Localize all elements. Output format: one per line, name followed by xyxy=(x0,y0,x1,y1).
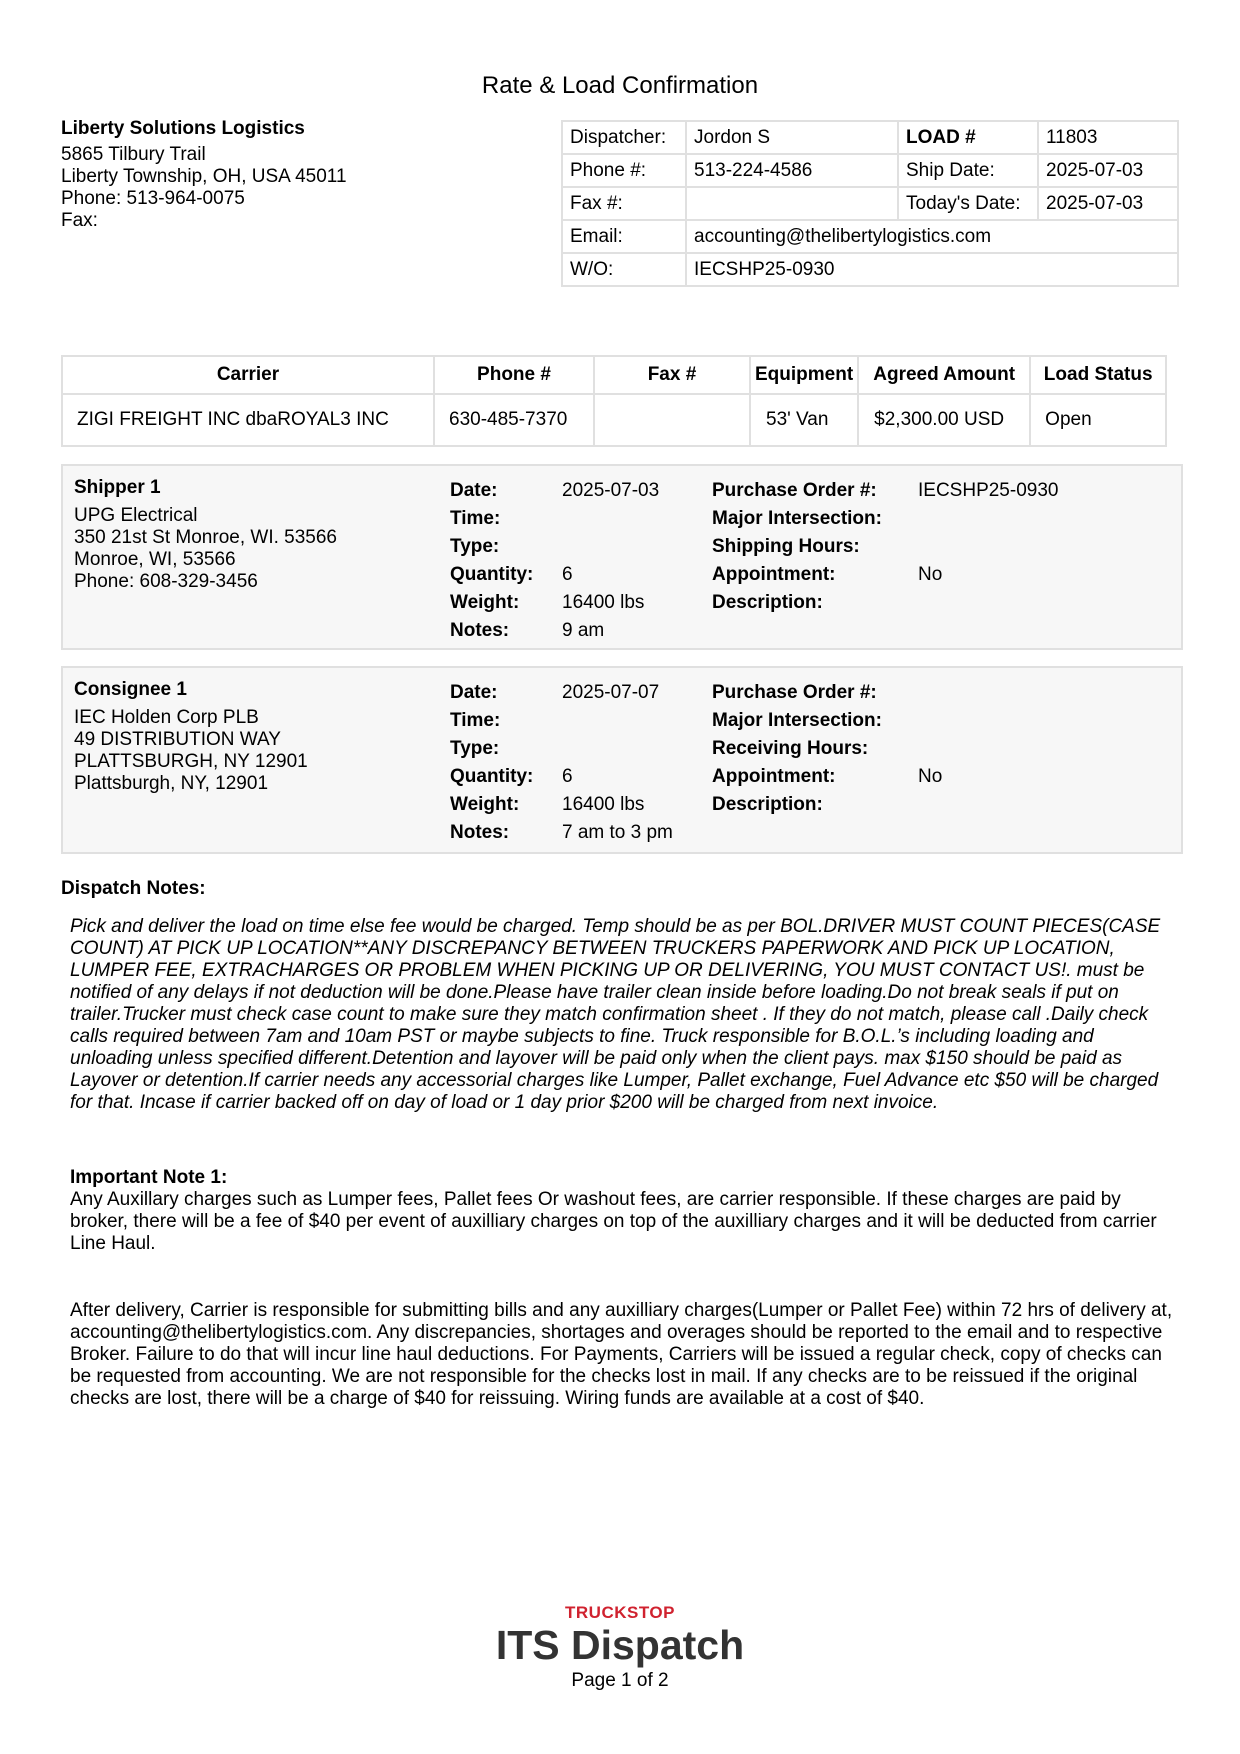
type-label: Type: xyxy=(450,536,500,557)
work-order-value: IECSHP25-0930 xyxy=(686,253,1178,286)
date-label: Date: xyxy=(450,682,498,703)
agreed-amount-header: Agreed Amount xyxy=(858,356,1030,394)
carrier-table-header xyxy=(62,356,1166,394)
agreed-amount-value: $2,300.00 USD xyxy=(858,394,1030,446)
company-fax: Fax: xyxy=(61,210,98,231)
its-dispatch-logo xyxy=(0,1603,1240,1667)
quantity-label: Quantity: xyxy=(450,564,534,585)
load-status-header: Load Status xyxy=(1030,356,1166,394)
consignee-heading: Consignee 1 xyxy=(74,679,187,700)
description-value xyxy=(918,791,942,819)
carrier-fax xyxy=(594,394,750,446)
fax-header: Fax # xyxy=(594,356,750,394)
shipper-address xyxy=(74,477,337,593)
shipper-values xyxy=(562,477,659,645)
shipper-line: 350 21st St Monroe, WI. 53566 xyxy=(74,527,337,548)
date-value: 2025-07-03 xyxy=(562,480,660,501)
ship-date-value: 2025-07-03 xyxy=(1038,154,1178,187)
major-intersection-value xyxy=(918,505,1058,533)
description-value xyxy=(918,589,1058,617)
weight-value: 16400 lbs xyxy=(562,794,645,815)
phone-value: 513-224-4586 xyxy=(686,154,898,187)
description-label: Description: xyxy=(712,794,823,815)
time-value xyxy=(562,707,673,735)
appointment-label: Appointment: xyxy=(712,564,836,585)
carrier-phone: 630-485-7370 xyxy=(434,394,594,446)
fax-label: Fax #: xyxy=(562,187,686,220)
consignee-values xyxy=(562,679,673,847)
carrier-header: Carrier xyxy=(62,356,434,394)
shipper-labels-2 xyxy=(712,477,882,617)
date-label: Date: xyxy=(450,480,498,501)
type-value xyxy=(562,533,659,561)
quantity-label: Quantity: xyxy=(450,766,534,787)
carrier-table xyxy=(61,355,1167,447)
type-label: Type: xyxy=(450,738,500,759)
consignee-labels-2 xyxy=(712,679,882,819)
dispatch-notes-heading: Dispatch Notes: xyxy=(61,878,206,899)
todays-date-label: Today's Date: xyxy=(898,187,1038,220)
after-delivery-text: After delivery, Carrier is responsible for submitting bills and any auxilliary charges(Lumper or Pallet Fee) within 72 hrs of delivery at, accounting@thelibertylogistics.com. Any discrepancies, shortages and overages should be reported to the email and to respective Broker. Failure to do that will incur line haul deductions. For Payments, Carriers will be issued a regular check, copy of checks can be requested from accounting. We are not responsible for the checks lost in mail. If any checks are to be reissued if the original checks are lost, there will be a charge of $40 for reissuing. Wiring funds are available at a cost of $40. xyxy=(70,1300,1173,1409)
equipment-value: 53' Van xyxy=(750,394,858,446)
load-number-value: 11803 xyxy=(1038,121,1178,154)
quantity-value: 6 xyxy=(562,766,573,787)
shipper-labels xyxy=(450,477,533,645)
phone-header: Phone # xyxy=(434,356,594,394)
purchase-order-value: IECSHP25-0930 xyxy=(918,480,1059,501)
time-label: Time: xyxy=(450,508,501,529)
major-intersection-label: Major Intersection: xyxy=(712,508,882,529)
consignee-line: PLATTSBURGH, NY 12901 xyxy=(74,751,308,772)
company-name: Liberty Solutions Logistics xyxy=(61,118,305,139)
dispatcher-label: Dispatcher: xyxy=(562,121,686,154)
consignee-line: Plattsburgh, NY, 12901 xyxy=(74,773,269,794)
appointment-label: Appointment: xyxy=(712,766,836,787)
shipping-hours-value xyxy=(918,533,1058,561)
company-block xyxy=(61,118,347,232)
major-intersection-label: Major Intersection: xyxy=(712,710,882,731)
shipper-heading: Shipper 1 xyxy=(74,477,161,498)
shipper-line: Monroe, WI, 53566 xyxy=(74,549,236,570)
phone-label: Phone #: xyxy=(562,154,686,187)
carrier-name: ZIGI FREIGHT INC dbaROYAL3 INC xyxy=(62,394,434,446)
work-order-label: W/O: xyxy=(562,253,686,286)
shipping-hours-label: Shipping Hours: xyxy=(712,536,860,557)
date-value: 2025-07-07 xyxy=(562,682,660,703)
load-status-value: Open xyxy=(1030,394,1166,446)
company-address-line-2: Liberty Township, OH, USA 45011 xyxy=(61,166,347,187)
email-label: Email: xyxy=(562,220,686,253)
purchase-order-label: Purchase Order #: xyxy=(712,480,877,501)
weight-label: Weight: xyxy=(450,592,520,613)
equipment-header: Equipment xyxy=(750,356,858,394)
dispatch-notes-text: Pick and deliver the load on time else fee would be charged. Temp should be as per BOL.DRIVER MUST COUNT PIECES(CASE COUNT) AT PICK UP LOCATION**ANY DISCREPANCY BETWEEN TRUCKERS PAPERWORK AND PICK UP LOCATION, LUMPER FEE, EXTRACHARGES OR PROBLEM WHEN PICKING UP OR DELIVERING, YOU MUST CONTACT US!. must be notified of any delays if not deduction will be done.Please have trailer clean inside before loading.Do not break seals if put on trailer.Trucker must check case count to make sure they match confirmation sheet . If they do not match, please call .Daily check calls required between 7am and 10am PST or maybe subjects to fine. Truck responsible for B.O.L.’s including loading and unloading unless specified different.Detention and layover will be paid only when the client pays. max $150 should be paid as Layover or detention.If carrier needs any accessorial charges like Lumper, Pallet exchange, Fuel Advance etc $50 will be charged for that. Incase if carrier backed off on day of load or 1 day prior $200 will be charged from next invoice. xyxy=(70,916,1161,1113)
receiving-hours-label: Receiving Hours: xyxy=(712,738,869,759)
consignee-box xyxy=(61,666,1183,854)
description-label: Description: xyxy=(712,592,823,613)
weight-value: 16400 lbs xyxy=(562,592,645,613)
time-label: Time: xyxy=(450,710,501,731)
important-note-text: Any Auxillary charges such as Lumper fees, Pallet fees Or washout fees, are carrier responsible. If these charges are paid by broker, there will be a fee of $40 per event of auxilliary charges on top of the auxilliary charges and it will be deducted from carrier Line Haul. xyxy=(70,1189,1157,1254)
shipper-box xyxy=(61,464,1183,650)
load-number-label: LOAD # xyxy=(898,121,1038,154)
ship-date-label: Ship Date: xyxy=(898,154,1038,187)
quantity-value: 6 xyxy=(562,564,573,585)
consignee-line: 49 DISTRIBUTION WAY xyxy=(74,729,281,750)
purchase-order-label: Purchase Order #: xyxy=(712,682,877,703)
notes-value: 7 am to 3 pm xyxy=(562,822,673,843)
company-address-line-1: 5865 Tilbury Trail xyxy=(61,144,206,165)
consignee-labels xyxy=(450,679,533,847)
receiving-hours-value xyxy=(918,735,942,763)
load-info-table xyxy=(561,120,1179,287)
major-intersection-value xyxy=(918,707,942,735)
appointment-value: No xyxy=(918,766,943,787)
consignee-address xyxy=(74,679,308,795)
purchase-order-value xyxy=(918,679,942,707)
shipper-line: UPG Electrical xyxy=(74,505,198,526)
time-value xyxy=(562,505,659,533)
shipper-line: Phone: 608-329-3456 xyxy=(74,571,258,592)
todays-date-value: 2025-07-03 xyxy=(1038,187,1178,220)
dispatcher-value: Jordon S xyxy=(686,121,898,154)
important-note-heading: Important Note 1: xyxy=(70,1167,228,1188)
type-value xyxy=(562,735,673,763)
notes-value: 9 am xyxy=(562,620,605,641)
shipper-values-2 xyxy=(918,477,1058,617)
table-row xyxy=(62,394,1166,446)
document-title: Rate & Load Confirmation xyxy=(481,72,759,99)
consignee-values-2 xyxy=(918,679,942,819)
appointment-value: No xyxy=(918,564,943,585)
weight-label: Weight: xyxy=(450,794,520,815)
its-dispatch-logo-text: ITS Dispatch xyxy=(495,1622,745,1668)
fax-value xyxy=(686,187,898,220)
truckstop-logo-text: TRUCKSTOP xyxy=(565,1603,675,1622)
consignee-line: IEC Holden Corp PLB xyxy=(74,707,259,728)
page-number: Page 1 of 2 xyxy=(571,1670,669,1691)
notes-label: Notes: xyxy=(450,822,510,843)
company-phone: Phone: 513-964-0075 xyxy=(61,188,245,209)
important-note xyxy=(70,1167,1180,1255)
email-value[interactable]: accounting@thelibertylogistics.com xyxy=(686,220,1178,253)
notes-label: Notes: xyxy=(450,620,510,641)
